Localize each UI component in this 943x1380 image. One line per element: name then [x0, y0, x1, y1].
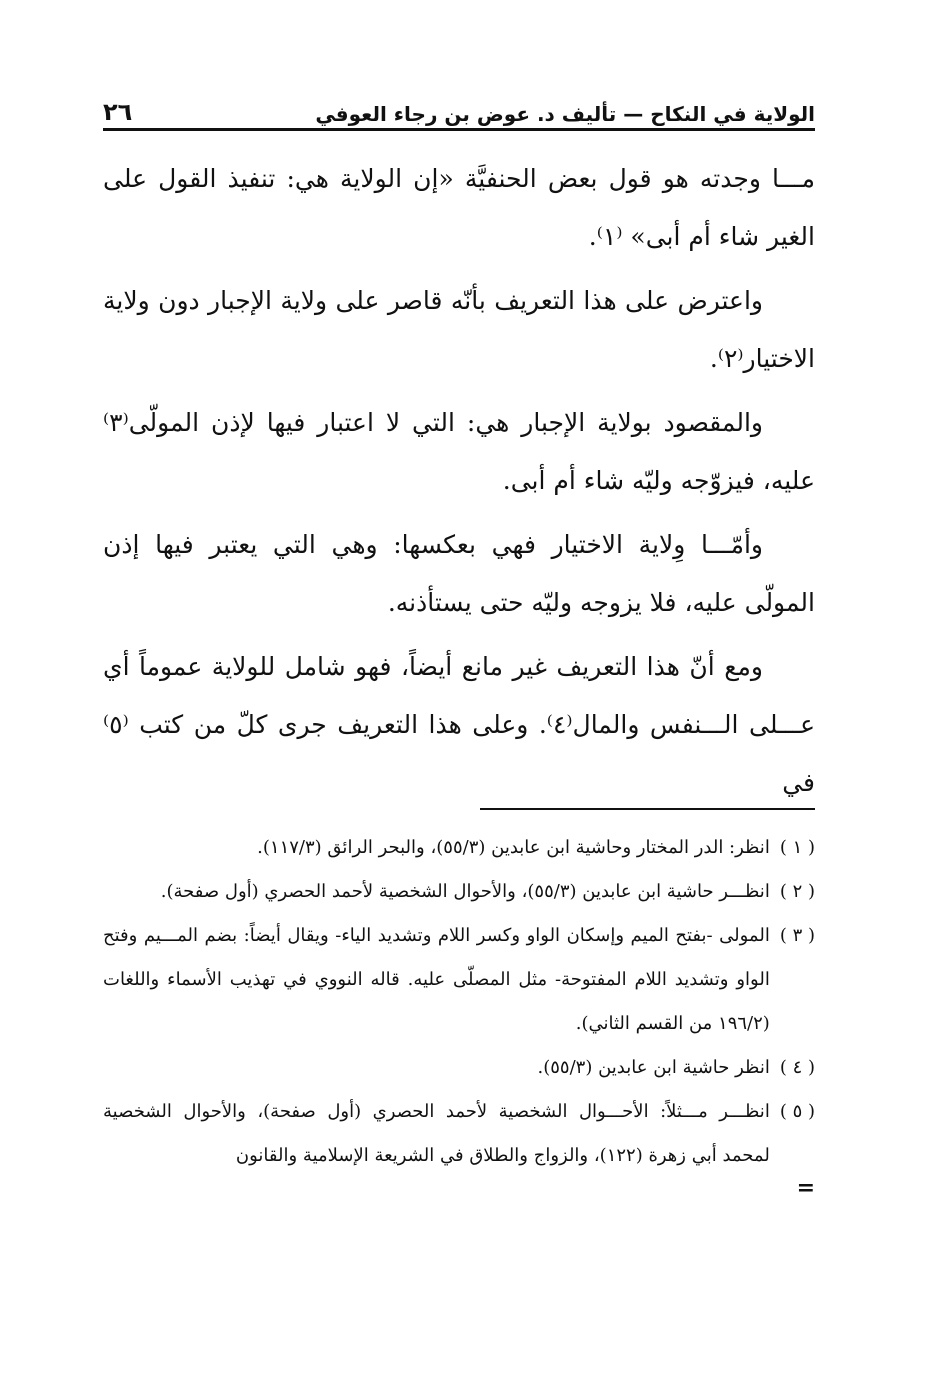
footnotes [103, 826, 815, 1201]
footnote-separator [480, 808, 815, 810]
header-title: الولاية في النكاح — تأليف د. عوض بن رجاء العوفي [315, 102, 815, 126]
paragraph: واعترض على هذا التعريف بأنّه قاصر على ولاية الإجبار دون ولاية الاختيار⁽٢⁾. [103, 286, 815, 373]
main-text [103, 150, 815, 818]
page-number: ٢٦ [103, 98, 133, 126]
footnote-number: ( ٤ ) [779, 1057, 815, 1078]
footnote-text: انظر حاشية ابن عابدين (٥٥/٣). [537, 1057, 770, 1078]
footnote-text: انظر: الدر المختار وحاشية ابن عابدين (٥٥/٣)، والبحر الرائق (١١٧/٣). [257, 837, 770, 858]
footnote [103, 1090, 815, 1178]
footnote-text: انظـــر مـــثلاً: الأحـــوال الشخصية لأحمد الحصري (أول صفحة)، والأحوال الشخصية لمحمد أبي زهرة (١٢٢)، والزواج والطلاق في الشريعة الإسلامية والقانون [103, 1101, 770, 1166]
footnote [103, 870, 815, 914]
footnote [103, 914, 815, 1046]
footnote-number: ( ١ ) [779, 837, 815, 858]
paragraph: وأمّـــا وِلاية الاختيار فهي بعكسها: وهي التي يعتبر فيها إذن المولّى عليه، فلا يزوجه وليّه حتى يستأذنه. [103, 530, 815, 617]
footnote [103, 826, 815, 870]
footnote-text: المولى -بفتح الميم وإسكان الواو وكسر اللام وتشديد الياء- ويقال أيضاً: بضم المـــيم وفتح الواو وتشديد اللام المفتوحة- مثل المصلّى عليه. قاله النووي في تهذيب الأسماء واللغات (١٩٦/٢ من القسم الثاني). [103, 925, 770, 1034]
paragraph: ومع أنّ هذا التعريف غير مانع أيضاً، فهو شامل للولاية عموماً أي عـــلى الـــنفس والمال⁽٤⁾. وعلى هذا التعريف جرى كلّ من كتب ⁽٥⁾ في [103, 652, 815, 797]
running-header [103, 92, 815, 131]
footnote [103, 1046, 815, 1090]
footnote-number: ( ٣ ) [779, 925, 815, 946]
footnote-continuation-mark: = [796, 1175, 815, 1201]
footnote-number: ( ٥ ) [779, 1101, 815, 1122]
footnote-number: ( ٢ ) [779, 881, 815, 902]
paragraph: مـــا وجدته هو قول بعض الحنفيَّة «إن الولاية هي: تنفيذ القول على الغير شاء أم أبى» ⁽١⁾. [103, 164, 815, 251]
footnote-text: انظـــر حاشية ابن عابدين (٥٥/٣)، والأحوال الشخصية لأحمد الحصري (أول صفحة). [160, 881, 770, 902]
paragraph: والمقصود بولاية الإجبار هي: التي لا اعتبار فيها لإذن المولّى⁽٣⁾ عليه، فيزوّجه وليّه شاء أم أبى. [103, 408, 815, 495]
